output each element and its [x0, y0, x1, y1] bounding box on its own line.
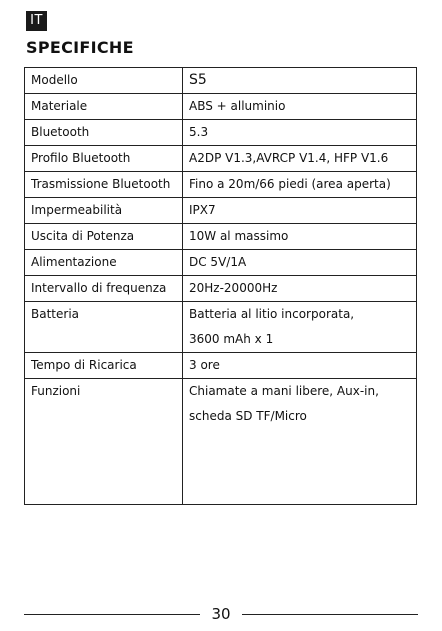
page-number: 30 — [211, 605, 231, 623]
table-row — [25, 172, 417, 198]
spec-value-line: Batteria al litio incorporata, — [189, 307, 355, 321]
table-row — [25, 302, 417, 353]
language-badge: IT — [26, 11, 47, 31]
spec-value — [183, 302, 417, 353]
table-row — [25, 94, 417, 120]
page-title: SPECIFICHE — [26, 38, 134, 57]
spec-label: Modello — [25, 68, 183, 94]
table-row — [25, 250, 417, 276]
spec-value: DC 5V/1A — [183, 250, 417, 276]
spec-value: 10W al massimo — [183, 224, 417, 250]
table-row — [25, 146, 417, 172]
spec-value: 20Hz-20000Hz — [183, 276, 417, 302]
spec-value: Fino a 20m/66 piedi (area aperta) — [183, 172, 417, 198]
footer-rule-left — [24, 614, 200, 615]
spec-label: Profilo Bluetooth — [25, 146, 183, 172]
table-row — [25, 198, 417, 224]
spec-label: Intervallo di frequenza — [25, 276, 183, 302]
spec-value-line: scheda SD TF/Micro — [189, 409, 307, 423]
spec-label: Bluetooth — [25, 120, 183, 146]
footer-rule-right — [242, 614, 418, 615]
spec-value: S5 — [183, 68, 417, 94]
page-footer — [24, 603, 418, 625]
spec-label: Uscita di Potenza — [25, 224, 183, 250]
spec-label: Trasmissione Bluetooth — [25, 172, 183, 198]
table-row — [25, 353, 417, 379]
spec-value — [183, 379, 417, 505]
table-row — [25, 379, 417, 505]
spec-value: 3 ore — [183, 353, 417, 379]
spec-label: Alimentazione — [25, 250, 183, 276]
spec-value-line: 3600 mAh x 1 — [189, 332, 274, 346]
spec-label: Tempo di Ricarica — [25, 353, 183, 379]
spec-label: Funzioni — [25, 379, 183, 505]
spec-value-line: Chiamate a mani libere, Aux-in, — [189, 384, 379, 398]
spec-value: 5.3 — [183, 120, 417, 146]
spec-label: Impermeabilità — [25, 198, 183, 224]
table-row — [25, 276, 417, 302]
table-row — [25, 68, 417, 94]
table-row — [25, 120, 417, 146]
table-row — [25, 224, 417, 250]
spec-label: Batteria — [25, 302, 183, 353]
spec-value: ABS + alluminio — [183, 94, 417, 120]
spec-value: A2DP V1.3,AVRCP V1.4, HFP V1.6 — [183, 146, 417, 172]
spec-value: IPX7 — [183, 198, 417, 224]
spec-label: Materiale — [25, 94, 183, 120]
specifications-table — [24, 67, 417, 505]
